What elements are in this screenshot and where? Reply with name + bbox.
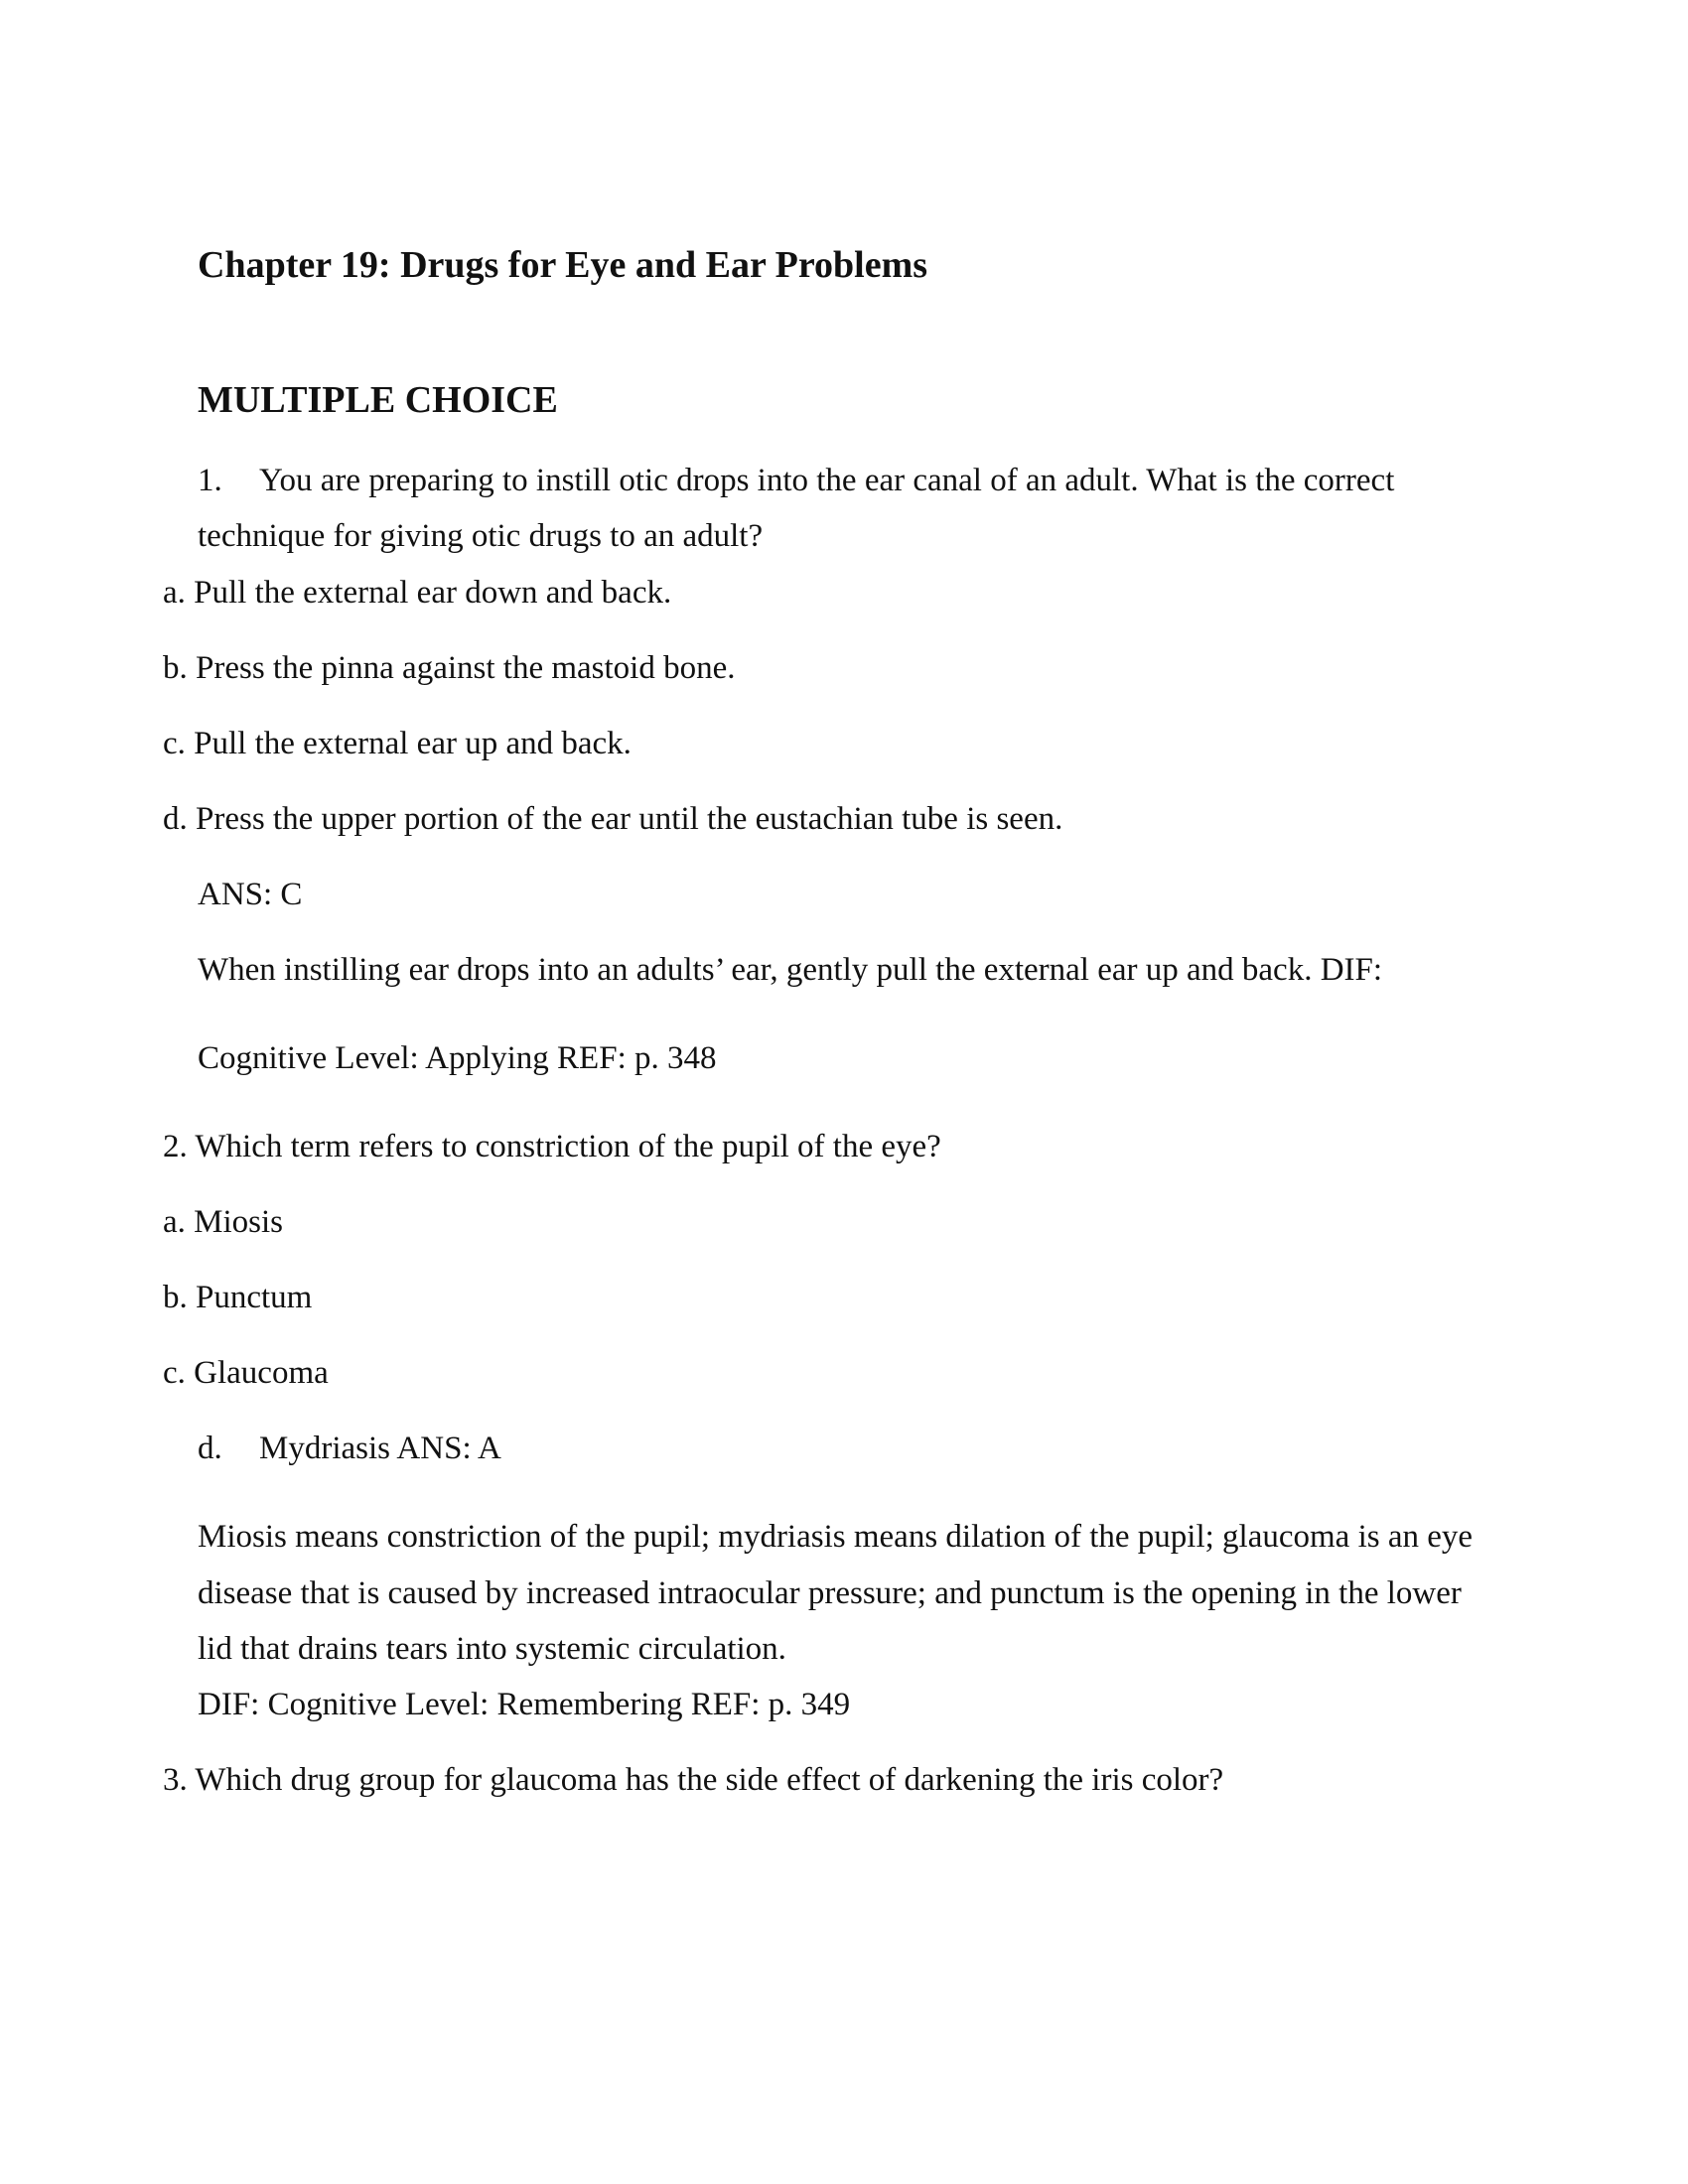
question-1-option-a: a. Pull the external ear down and back.: [163, 575, 672, 611]
question-3-stem: 3. Which drug group for glaucoma has the side effect of darkening the iris color?: [163, 1762, 1224, 1798]
question-2-option-b: b. Punctum: [163, 1280, 313, 1315]
question-1-answer: ANS: C: [198, 877, 303, 912]
question-1-option-c: c. Pull the external ear up and back.: [163, 726, 632, 761]
question-2-rationale-line-1: Miosis means constriction of the pupil; mydriasis means dilation of the pupil; glaucoma is an eye: [198, 1519, 1474, 1555]
question-1-meta: Cognitive Level: Applying REF: p. 348: [198, 1040, 717, 1076]
question-1-option-b: b. Press the pinna against the mastoid bone.: [163, 650, 736, 686]
question-2-meta: DIF: Cognitive Level: Remembering REF: p. 349: [198, 1687, 851, 1722]
question-2-stem: 2. Which term refers to constriction of the pupil of the eye?: [163, 1129, 941, 1164]
chapter-title: Chapter 19: Drugs for Eye and Ear Problems: [198, 244, 928, 286]
question-2-option-d-text: Mydriasis ANS: A: [259, 1431, 501, 1466]
question-2-rationale-line-2: disease that is caused by increased intraocular pressure; and punctum is the opening in the lower: [198, 1575, 1462, 1611]
question-1-option-d: d. Press the upper portion of the ear until the eustachian tube is seen.: [163, 801, 1063, 837]
question-1-stem-line-1: [198, 461, 1394, 500]
question-1-stem-text: You are preparing to instill otic drops into the ear canal of an adult. What is the correct: [259, 463, 1395, 498]
question-2-option-d-letter: d.: [198, 1431, 222, 1466]
question-2-option-d: [198, 1429, 501, 1468]
question-2-rationale-line-3: lid that drains tears into systemic circulation.: [198, 1631, 786, 1667]
section-heading: MULTIPLE CHOICE: [198, 379, 558, 421]
question-1-rationale: When instilling ear drops into an adults’ ear, gently pull the external ear up and back. DIF:: [198, 952, 1383, 988]
question-1-stem-line-2: technique for giving otic drugs to an adult?: [198, 518, 764, 554]
question-2-option-a: a. Miosis: [163, 1204, 284, 1240]
question-2-option-c: c. Glaucoma: [163, 1355, 329, 1391]
question-1-number: 1.: [198, 463, 222, 498]
